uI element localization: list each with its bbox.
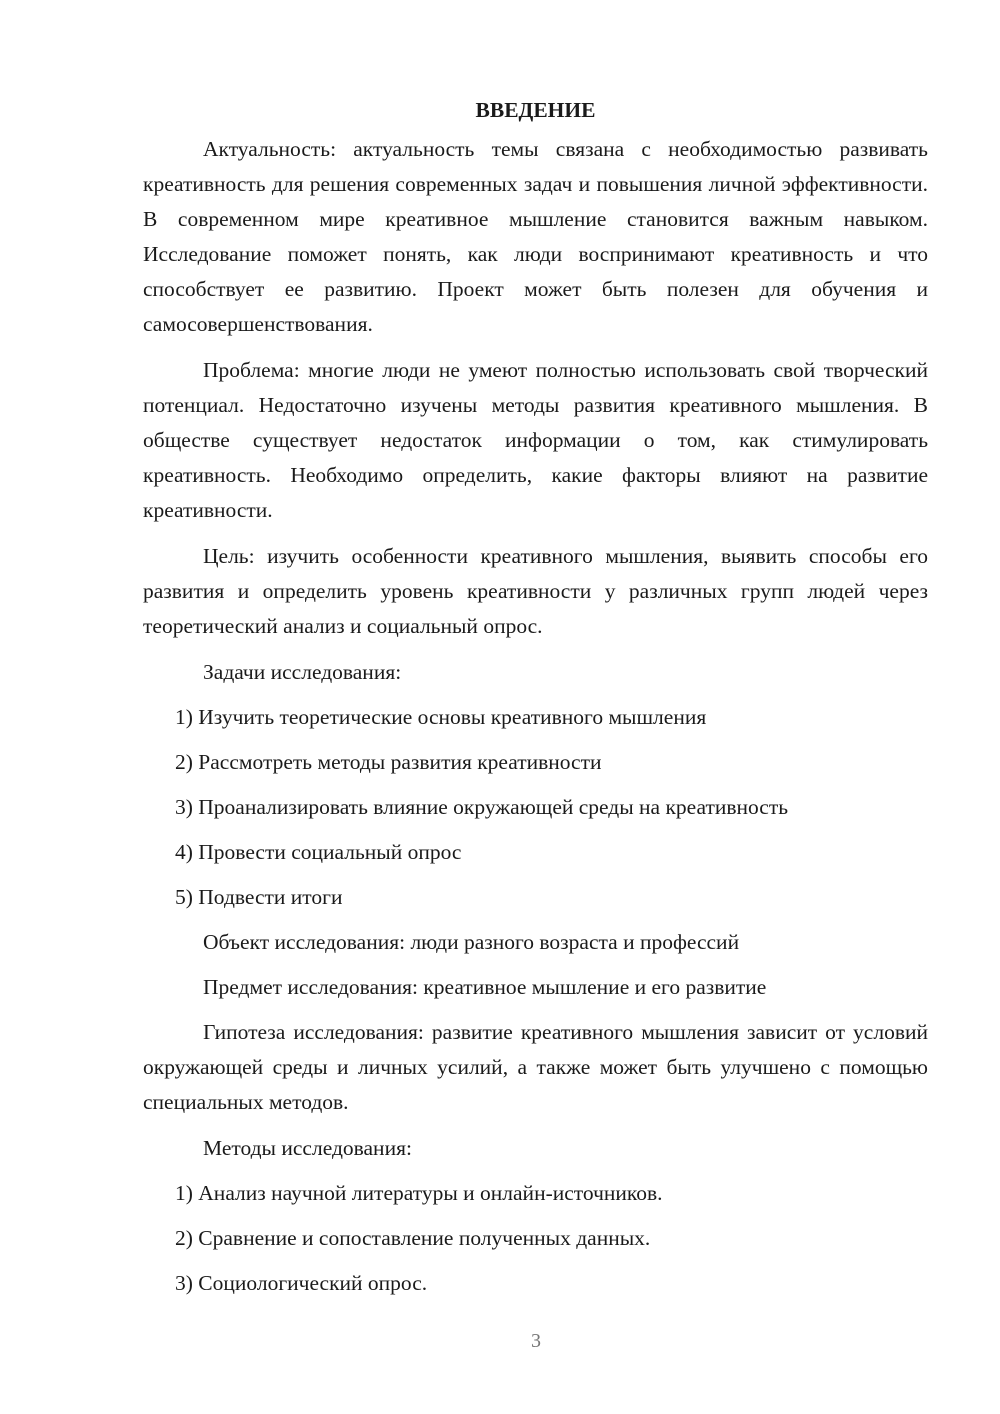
page-number: 3 bbox=[531, 1330, 541, 1352]
method-item: 3) Социологический опрос. bbox=[175, 1271, 428, 1295]
methods-list bbox=[143, 1176, 928, 1301]
tasks-list bbox=[143, 700, 928, 915]
task-item: 5) Подвести итоги bbox=[175, 885, 343, 909]
task-item: 1) Изучить теоретические основы креативного мышления bbox=[175, 705, 707, 729]
problem-paragraph: Проблема: многие люди не умеют полностью использовать свой творческий потенциал. Недостаточно изучены методы развития креативного мышления. В обществе существует недостаток информации о том, как стимулировать креативность. Необходимо определить, какие факторы влияют на развитие креативности. bbox=[143, 358, 928, 522]
task-item: 3) Проанализировать влияние окружающей среды на креативность bbox=[175, 795, 789, 819]
object-line: Объект исследования: люди разного возраста и профессий bbox=[203, 930, 740, 954]
hypothesis-paragraph: Гипотеза исследования: развитие креативного мышления зависит от условий окружающей среды и личных усилий, а также может быть улучшено с помощью специальных методов. bbox=[143, 1020, 928, 1114]
section-title: ВВЕДЕНИЕ bbox=[475, 98, 596, 122]
document-page bbox=[143, 92, 928, 1311]
method-item: 2) Сравнение и сопоставление полученных данных. bbox=[175, 1226, 651, 1250]
method-item: 1) Анализ научной литературы и онлайн-источников. bbox=[175, 1181, 663, 1205]
task-item: 2) Рассмотреть методы развития креативности bbox=[175, 750, 602, 774]
task-item: 4) Провести социальный опрос bbox=[175, 840, 462, 864]
methods-heading: Методы исследования: bbox=[203, 1136, 412, 1160]
subject-line: Предмет исследования: креативное мышление и его развитие bbox=[203, 975, 767, 999]
goal-paragraph: Цель: изучить особенности креативного мышления, выявить способы его развития и определить уровень креативности у различных групп людей через теоретический анализ и социальный опрос. bbox=[143, 544, 928, 638]
relevance-paragraph: Актуальность: актуальность темы связана с необходимостью развивать креативность для решения современных задач и повышения личной эффективности. В современном мире креативное мышление становится важным навыком. Исследование поможет понять, как люди воспринимают креативность и что способствует ее развитию. Проект может быть полезен для обучения и самосовершенствования. bbox=[143, 137, 928, 336]
tasks-heading: Задачи исследования: bbox=[203, 660, 402, 684]
